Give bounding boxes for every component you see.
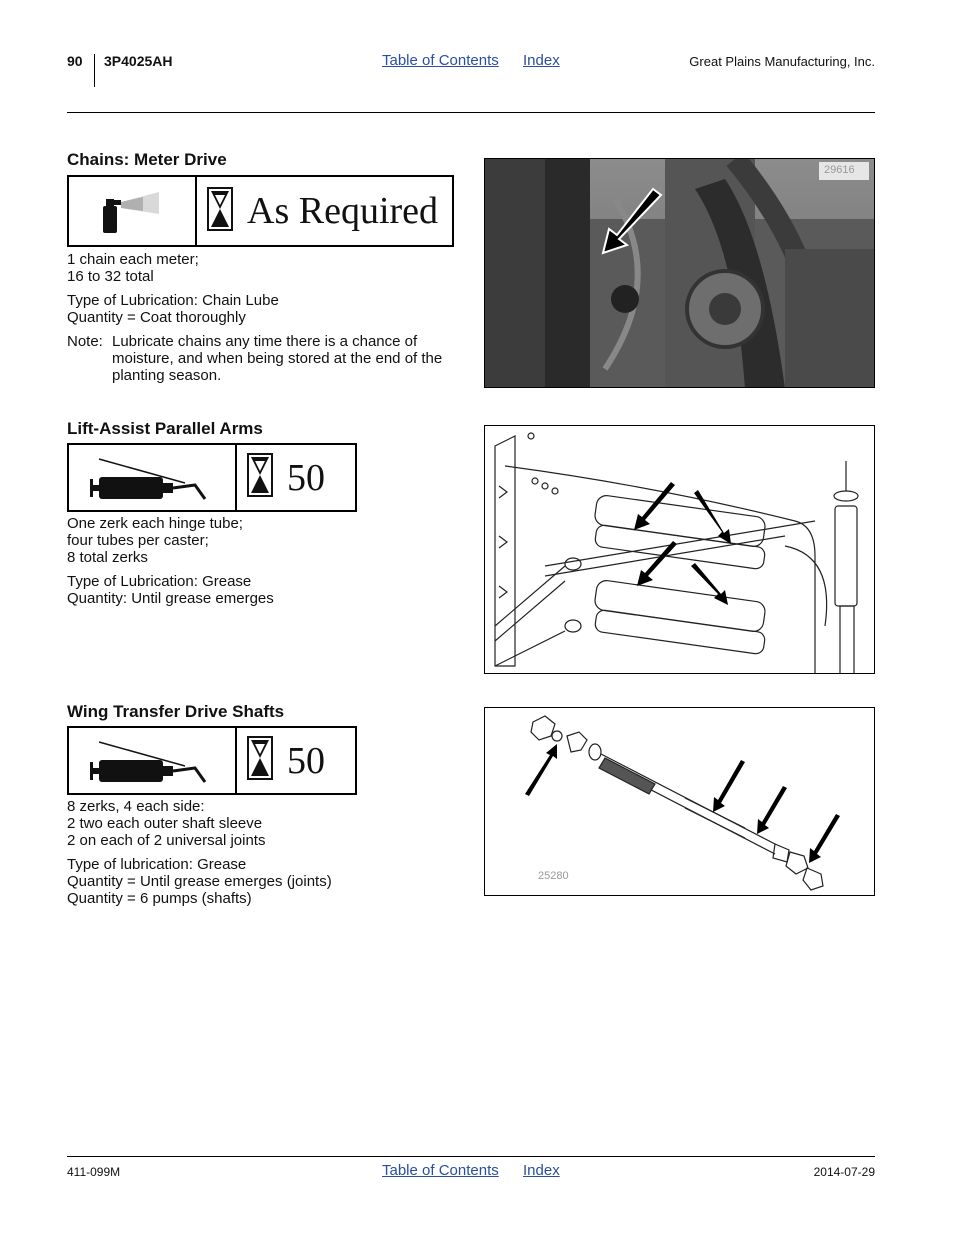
interval-text: 50 [287,456,325,499]
note-label: Note: [67,333,103,350]
lube-interval-box [67,726,357,795]
drive-shaft-diagram [484,707,875,896]
parallel-arms-diagram [484,425,875,674]
wing-line-2: 2 two each outer shaft sleeve [67,815,263,832]
meter-drive-photo [484,158,875,388]
page-number: 90 [67,53,83,69]
wing-quantity-2: Quantity = 6 pumps (shafts) [67,890,252,907]
wing-lube-type: Type of lubrication: Grease [67,856,247,873]
chains-lube-type: Type of Lubrication: Chain Lube [67,292,279,309]
header-rule [67,112,875,113]
footer-toc-link[interactable]: Table of Contents [382,1162,499,1179]
lube-interval-box [67,175,454,247]
lube-interval-box [67,443,357,512]
interval-text: 50 [287,739,325,782]
wing-transfer-description [67,798,462,914]
wing-line-1: 8 zerks, 4 each side: [67,798,205,815]
header-toc-link[interactable]: Table of Contents [382,52,499,69]
lift-quantity: Quantity: Until grease emerges [67,590,274,607]
chains-quantity: Quantity = Coat thoroughly [67,309,246,326]
chains-line-2: 16 to 32 total [67,268,154,285]
wing-line-3: 2 on each of 2 universal joints [67,832,266,849]
chains-note [67,333,462,384]
chains-description [67,251,462,384]
company-name: Great Plains Manufacturing, Inc. [689,54,875,69]
doc-number: 411-099M [67,1165,121,1179]
lift-lube-type: Type of Lubrication: Grease [67,573,252,590]
lift-line-1: One zerk each hinge tube; [67,515,243,532]
footer-rule [67,1156,875,1157]
section-title-lift-assist: Lift-Assist Parallel Arms [67,419,263,438]
lift-assist-description [67,515,462,614]
grease-gun-icon [69,728,237,793]
header-divider [94,54,95,87]
hourglass-icon [247,453,273,502]
footer-date: 2014-07-29 [813,1165,875,1179]
grease-gun-icon [69,445,237,510]
model-number: 3P4025AH [104,53,173,69]
section-title-wing-transfer: Wing Transfer Drive Shafts [67,702,285,721]
interval-text: As Required [247,190,439,232]
lift-line-2: four tubes per caster; [67,532,209,549]
wing-quantity: Quantity = Until grease emerges (joints) [67,873,332,890]
header-index-link[interactable]: Index [523,52,560,69]
lift-line-3: 8 total zerks [67,549,148,566]
figure-id: 25280 [538,870,569,882]
spray-can-icon [69,177,197,245]
note-text: Lubricate chains any time there is a chance of moisture, and when being stored at the end of the planting season. [112,333,443,384]
figure-id: 29616 [824,164,855,176]
chains-line-1: 1 chain each meter; [67,251,199,268]
footer-index-link[interactable]: Index [523,1162,560,1179]
hourglass-icon [247,736,273,785]
hourglass-icon [207,187,233,236]
section-title-chains: Chains: Meter Drive [67,150,227,169]
